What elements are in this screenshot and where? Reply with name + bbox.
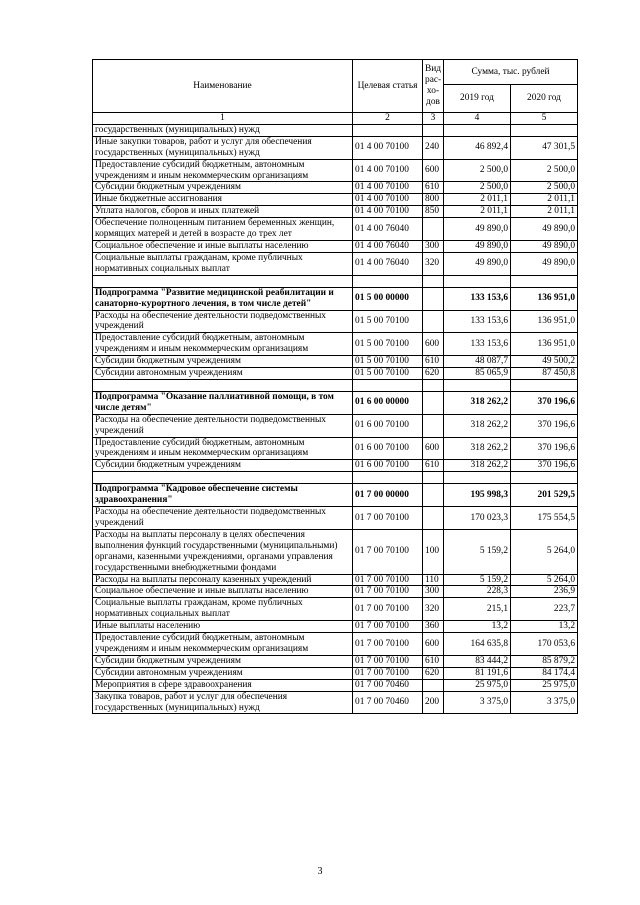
item-name-cell: Социальные выплаты гражданам, кроме публичных нормативных социальных выплат xyxy=(93,252,353,275)
expense-type-cell: 110 xyxy=(423,574,444,586)
amount-2019-cell: 85 065,9 xyxy=(444,368,511,380)
target-code-cell: 01 7 00 70100 xyxy=(353,621,423,633)
table-row xyxy=(93,194,578,206)
amount-2019-cell: 3 375,0 xyxy=(444,691,511,714)
item-name-cell: Предоставление субсидий бюджетным, автономным учреждениям и иным некоммерческим организациям xyxy=(93,159,353,182)
amount-2020-cell: 370 196,6 xyxy=(511,460,578,472)
amount-2019-cell: 81 191,6 xyxy=(444,667,511,679)
spacer-row xyxy=(93,379,578,391)
expense-type-cell xyxy=(423,484,444,507)
table-row xyxy=(93,333,578,356)
column-index-row xyxy=(93,113,578,125)
amount-2020-cell: 2 011,1 xyxy=(511,194,578,206)
target-code-cell: 01 7 00 70100 xyxy=(353,574,423,586)
item-name-cell: Подпрограмма "Оказание паллиативной помощи, в том числе детям" xyxy=(93,391,353,414)
amount-2019-cell: 133 153,6 xyxy=(444,333,511,356)
target-code-cell: 01 7 00 70100 xyxy=(353,655,423,667)
page-number: 3 xyxy=(317,866,323,877)
table-row xyxy=(93,159,578,182)
target-code-cell: 01 4 00 76040 xyxy=(353,252,423,275)
empty-cell xyxy=(423,275,444,287)
expense-type-cell: 610 xyxy=(423,655,444,667)
item-name-cell: Социальные выплаты гражданам, кроме публичных нормативных социальных выплат xyxy=(93,598,353,621)
item-name-cell: Субсидии бюджетным учреждениям xyxy=(93,182,353,194)
expense-type-cell: 600 xyxy=(423,333,444,356)
target-code-cell: 01 7 00 70100 xyxy=(353,507,423,530)
header-code: Целевая статья xyxy=(353,60,423,113)
expense-type-cell: 100 xyxy=(423,529,444,574)
amount-2019-cell: 49 890,0 xyxy=(444,240,511,252)
table-row xyxy=(93,240,578,252)
table-row xyxy=(93,574,578,586)
table-row xyxy=(93,655,578,667)
table-row xyxy=(93,356,578,368)
target-code-cell: 01 4 00 70100 xyxy=(353,182,423,194)
table-row xyxy=(93,691,578,714)
column-index: 1 xyxy=(93,113,353,125)
table-row xyxy=(93,252,578,275)
empty-cell xyxy=(444,275,511,287)
amount-2019-cell: 2 500,0 xyxy=(444,182,511,194)
header-year-2020: 2020 год xyxy=(511,85,578,113)
table-row xyxy=(93,460,578,472)
amount-2019-cell: 49 890,0 xyxy=(444,218,511,241)
amount-2019-cell: 13,2 xyxy=(444,621,511,633)
target-code-cell: 01 4 00 70100 xyxy=(353,194,423,206)
expense-type-cell: 600 xyxy=(423,159,444,182)
item-name-cell: Обеспечение полноценным питанием беременных женщин, кормящих матерей и детей в возрасте до трех лет xyxy=(93,218,353,241)
expense-type-cell xyxy=(423,507,444,530)
item-name-cell: Уплата налогов, сборов и иных платежей xyxy=(93,206,353,218)
amount-2020-cell: 370 196,6 xyxy=(511,437,578,460)
item-name-cell: Иные бюджетные ассигнования xyxy=(93,194,353,206)
amount-2020-cell: 49 500,2 xyxy=(511,356,578,368)
target-code-cell: 01 5 00 70100 xyxy=(353,368,423,380)
amount-2020-cell: 136 951,0 xyxy=(511,287,578,310)
column-index: 4 xyxy=(444,113,511,125)
item-name-cell: государственных (муниципальных) нужд xyxy=(93,124,353,136)
amount-2019-cell: 5 159,2 xyxy=(444,529,511,574)
empty-cell xyxy=(353,275,423,287)
empty-cell xyxy=(423,379,444,391)
target-code-cell: 01 7 00 70460 xyxy=(353,691,423,714)
target-code-cell: 01 4 00 76040 xyxy=(353,218,423,241)
item-name-cell: Предоставление субсидий бюджетным, автономным учреждениям и иным некоммерческим организациям xyxy=(93,333,353,356)
amount-2020-cell: 236,9 xyxy=(511,586,578,598)
header-row xyxy=(93,60,578,85)
empty-cell xyxy=(511,275,578,287)
expense-type-cell: 850 xyxy=(423,206,444,218)
item-name-cell: Предоставление субсидий бюджетным, автономным учреждениям и иным некоммерческим организациям xyxy=(93,437,353,460)
expense-type-cell: 610 xyxy=(423,460,444,472)
amount-2020-cell xyxy=(511,124,578,136)
column-index: 3 xyxy=(423,113,444,125)
target-code-cell: 01 6 00 70100 xyxy=(353,414,423,437)
table-row xyxy=(93,310,578,333)
empty-cell xyxy=(444,379,511,391)
empty-cell xyxy=(353,472,423,484)
target-code-cell: 01 5 00 70100 xyxy=(353,333,423,356)
amount-2020-cell: 223,7 xyxy=(511,598,578,621)
expense-type-cell: 360 xyxy=(423,621,444,633)
expense-type-cell xyxy=(423,679,444,691)
expense-type-cell: 320 xyxy=(423,598,444,621)
amount-2020-cell: 370 196,6 xyxy=(511,391,578,414)
amount-2020-cell: 5 264,0 xyxy=(511,529,578,574)
amount-2019-cell: 2 011,1 xyxy=(444,206,511,218)
amount-2020-cell: 2 500,0 xyxy=(511,182,578,194)
amount-2020-cell: 85 879,2 xyxy=(511,655,578,667)
target-code-cell xyxy=(353,124,423,136)
item-name-cell: Социальное обеспечение и иные выплаты населению xyxy=(93,240,353,252)
amount-2019-cell: 5 159,2 xyxy=(444,574,511,586)
column-index: 5 xyxy=(511,113,578,125)
item-name-cell: Расходы на обеспечение деятельности подведомственных учреждений xyxy=(93,310,353,333)
table-row xyxy=(93,621,578,633)
amount-2020-cell: 87 450,8 xyxy=(511,368,578,380)
empty-cell xyxy=(93,275,353,287)
target-code-cell: 01 5 00 00000 xyxy=(353,287,423,310)
amount-2020-cell: 2 011,1 xyxy=(511,206,578,218)
expense-type-cell: 320 xyxy=(423,252,444,275)
item-name-cell: Иные закупки товаров, работ и услуг для обеспечения государственных (муниципальных) нужд xyxy=(93,136,353,159)
amount-2020-cell: 2 500,0 xyxy=(511,159,578,182)
empty-cell xyxy=(444,472,511,484)
expense-type-cell xyxy=(423,287,444,310)
amount-2019-cell: 83 444,2 xyxy=(444,655,511,667)
amount-2019-cell: 195 998,3 xyxy=(444,484,511,507)
table-row xyxy=(93,598,578,621)
expense-type-cell: 200 xyxy=(423,691,444,714)
column-index: 2 xyxy=(353,113,423,125)
expense-type-cell xyxy=(423,218,444,241)
amount-2019-cell: 2 011,1 xyxy=(444,194,511,206)
target-code-cell: 01 6 00 70100 xyxy=(353,460,423,472)
spacer-row xyxy=(93,275,578,287)
empty-cell xyxy=(93,379,353,391)
item-name-cell: Социальное обеспечение и иные выплаты населению xyxy=(93,586,353,598)
target-code-cell: 01 7 00 70100 xyxy=(353,586,423,598)
amount-2019-cell: 25 975,0 xyxy=(444,679,511,691)
expense-type-cell: 600 xyxy=(423,633,444,656)
item-name-cell: Расходы на обеспечение деятельности подведомственных учреждений xyxy=(93,507,353,530)
table-row xyxy=(93,368,578,380)
amount-2019-cell: 318 262,2 xyxy=(444,414,511,437)
table-row xyxy=(93,586,578,598)
item-name-cell: Закупка товаров, работ и услуг для обеспечения государственных (муниципальных) нужд xyxy=(93,691,353,714)
expense-type-cell xyxy=(423,310,444,333)
item-name-cell: Субсидии бюджетным учреждениям xyxy=(93,655,353,667)
header-type: Вид рас-хо-дов xyxy=(423,60,444,113)
item-name-cell: Субсидии автономным учреждениям xyxy=(93,667,353,679)
expense-type-cell: 620 xyxy=(423,667,444,679)
amount-2019-cell: 318 262,2 xyxy=(444,391,511,414)
table-row xyxy=(93,206,578,218)
amount-2020-cell: 170 053,6 xyxy=(511,633,578,656)
amount-2020-cell: 5 264,0 xyxy=(511,574,578,586)
target-code-cell: 01 7 00 70100 xyxy=(353,598,423,621)
empty-cell xyxy=(511,472,578,484)
expense-type-cell: 610 xyxy=(423,182,444,194)
item-name-cell: Субсидии автономным учреждениям xyxy=(93,368,353,380)
empty-cell xyxy=(511,379,578,391)
amount-2020-cell: 175 554,5 xyxy=(511,507,578,530)
amount-2020-cell: 13,2 xyxy=(511,621,578,633)
expense-type-cell xyxy=(423,391,444,414)
item-name-cell: Расходы на выплаты персоналу казенных учреждений xyxy=(93,574,353,586)
amount-2019-cell: 164 635,8 xyxy=(444,633,511,656)
table-row xyxy=(93,667,578,679)
amount-2019-cell: 2 500,0 xyxy=(444,159,511,182)
amount-2019-cell: 48 087,7 xyxy=(444,356,511,368)
expense-type-cell: 300 xyxy=(423,586,444,598)
amount-2019-cell: 318 262,2 xyxy=(444,460,511,472)
item-name-cell: Субсидии бюджетным учреждениям xyxy=(93,356,353,368)
item-name-cell: Подпрограмма "Кадровое обеспечение системы здравоохранения" xyxy=(93,484,353,507)
target-code-cell: 01 6 00 00000 xyxy=(353,391,423,414)
table-row xyxy=(93,507,578,530)
target-code-cell: 01 7 00 70100 xyxy=(353,633,423,656)
table-row xyxy=(93,218,578,241)
amount-2020-cell: 136 951,0 xyxy=(511,310,578,333)
amount-2020-cell: 370 196,6 xyxy=(511,414,578,437)
amount-2020-cell: 136 951,0 xyxy=(511,333,578,356)
table-row xyxy=(93,136,578,159)
target-code-cell: 01 4 00 70100 xyxy=(353,136,423,159)
amount-2019-cell: 215,1 xyxy=(444,598,511,621)
table-row xyxy=(93,414,578,437)
expense-type-cell: 620 xyxy=(423,368,444,380)
target-code-cell: 01 7 00 70460 xyxy=(353,679,423,691)
table-row xyxy=(93,124,578,136)
amount-2020-cell: 47 301,5 xyxy=(511,136,578,159)
empty-cell xyxy=(423,472,444,484)
target-code-cell: 01 5 00 70100 xyxy=(353,356,423,368)
amount-2020-cell: 3 375,0 xyxy=(511,691,578,714)
amount-2020-cell: 49 890,0 xyxy=(511,240,578,252)
budget-table-body xyxy=(93,60,578,714)
amount-2020-cell: 49 890,0 xyxy=(511,218,578,241)
table-row xyxy=(93,182,578,194)
item-name-cell: Предоставление субсидий бюджетным, автономным учреждениям и иным некоммерческим организациям xyxy=(93,633,353,656)
budget-table xyxy=(92,59,578,714)
amount-2019-cell: 318 262,2 xyxy=(444,437,511,460)
header-year-2019: 2019 год xyxy=(444,85,511,113)
amount-2020-cell: 25 975,0 xyxy=(511,679,578,691)
target-code-cell: 01 7 00 70100 xyxy=(353,667,423,679)
target-code-cell: 01 4 00 70100 xyxy=(353,159,423,182)
item-name-cell: Подпрограмма "Развитие медицинской реабилитации и санаторно-курортного лечения, в том числе детей" xyxy=(93,287,353,310)
target-code-cell: 01 6 00 70100 xyxy=(353,437,423,460)
expense-type-cell xyxy=(423,414,444,437)
table-row xyxy=(93,437,578,460)
expense-type-cell: 300 xyxy=(423,240,444,252)
amount-2020-cell: 84 174,4 xyxy=(511,667,578,679)
amount-2019-cell: 49 890,0 xyxy=(444,252,511,275)
amount-2019-cell: 228,3 xyxy=(444,586,511,598)
item-name-cell: Мероприятия в сфере здравоохранения xyxy=(93,679,353,691)
amount-2019-cell: 46 892,4 xyxy=(444,136,511,159)
target-code-cell: 01 7 00 70100 xyxy=(353,529,423,574)
expense-type-cell: 240 xyxy=(423,136,444,159)
empty-cell xyxy=(93,472,353,484)
subprogram-row xyxy=(93,484,578,507)
table-row xyxy=(93,679,578,691)
expense-type-cell: 610 xyxy=(423,356,444,368)
header-sum: Сумма, тыс. рублей xyxy=(444,60,578,85)
expense-type-cell: 800 xyxy=(423,194,444,206)
header-name: Наименование xyxy=(93,60,353,113)
amount-2019-cell: 170 023,3 xyxy=(444,507,511,530)
table-row xyxy=(93,529,578,574)
item-name-cell: Расходы на обеспечение деятельности подведомственных учреждений xyxy=(93,414,353,437)
amount-2020-cell: 201 529,5 xyxy=(511,484,578,507)
amount-2020-cell: 49 890,0 xyxy=(511,252,578,275)
item-name-cell: Субсидии бюджетным учреждениям xyxy=(93,460,353,472)
target-code-cell: 01 4 00 70100 xyxy=(353,206,423,218)
amount-2019-cell xyxy=(444,124,511,136)
expense-type-cell: 600 xyxy=(423,437,444,460)
spacer-row xyxy=(93,472,578,484)
target-code-cell: 01 7 00 00000 xyxy=(353,484,423,507)
amount-2019-cell: 133 153,6 xyxy=(444,287,511,310)
empty-cell xyxy=(353,379,423,391)
table-row xyxy=(93,633,578,656)
amount-2019-cell: 133 153,6 xyxy=(444,310,511,333)
target-code-cell: 01 4 00 76040 xyxy=(353,240,423,252)
subprogram-row xyxy=(93,391,578,414)
target-code-cell: 01 5 00 70100 xyxy=(353,310,423,333)
expense-type-cell xyxy=(423,124,444,136)
subprogram-row xyxy=(93,287,578,310)
item-name-cell: Иные выплаты населению xyxy=(93,621,353,633)
item-name-cell: Расходы на выплаты персоналу в целях обеспечения выполнения функций государственными (муниципальными) органами, казенными учреждениями, органами управления государственными внебюджетными фондами xyxy=(93,529,353,574)
